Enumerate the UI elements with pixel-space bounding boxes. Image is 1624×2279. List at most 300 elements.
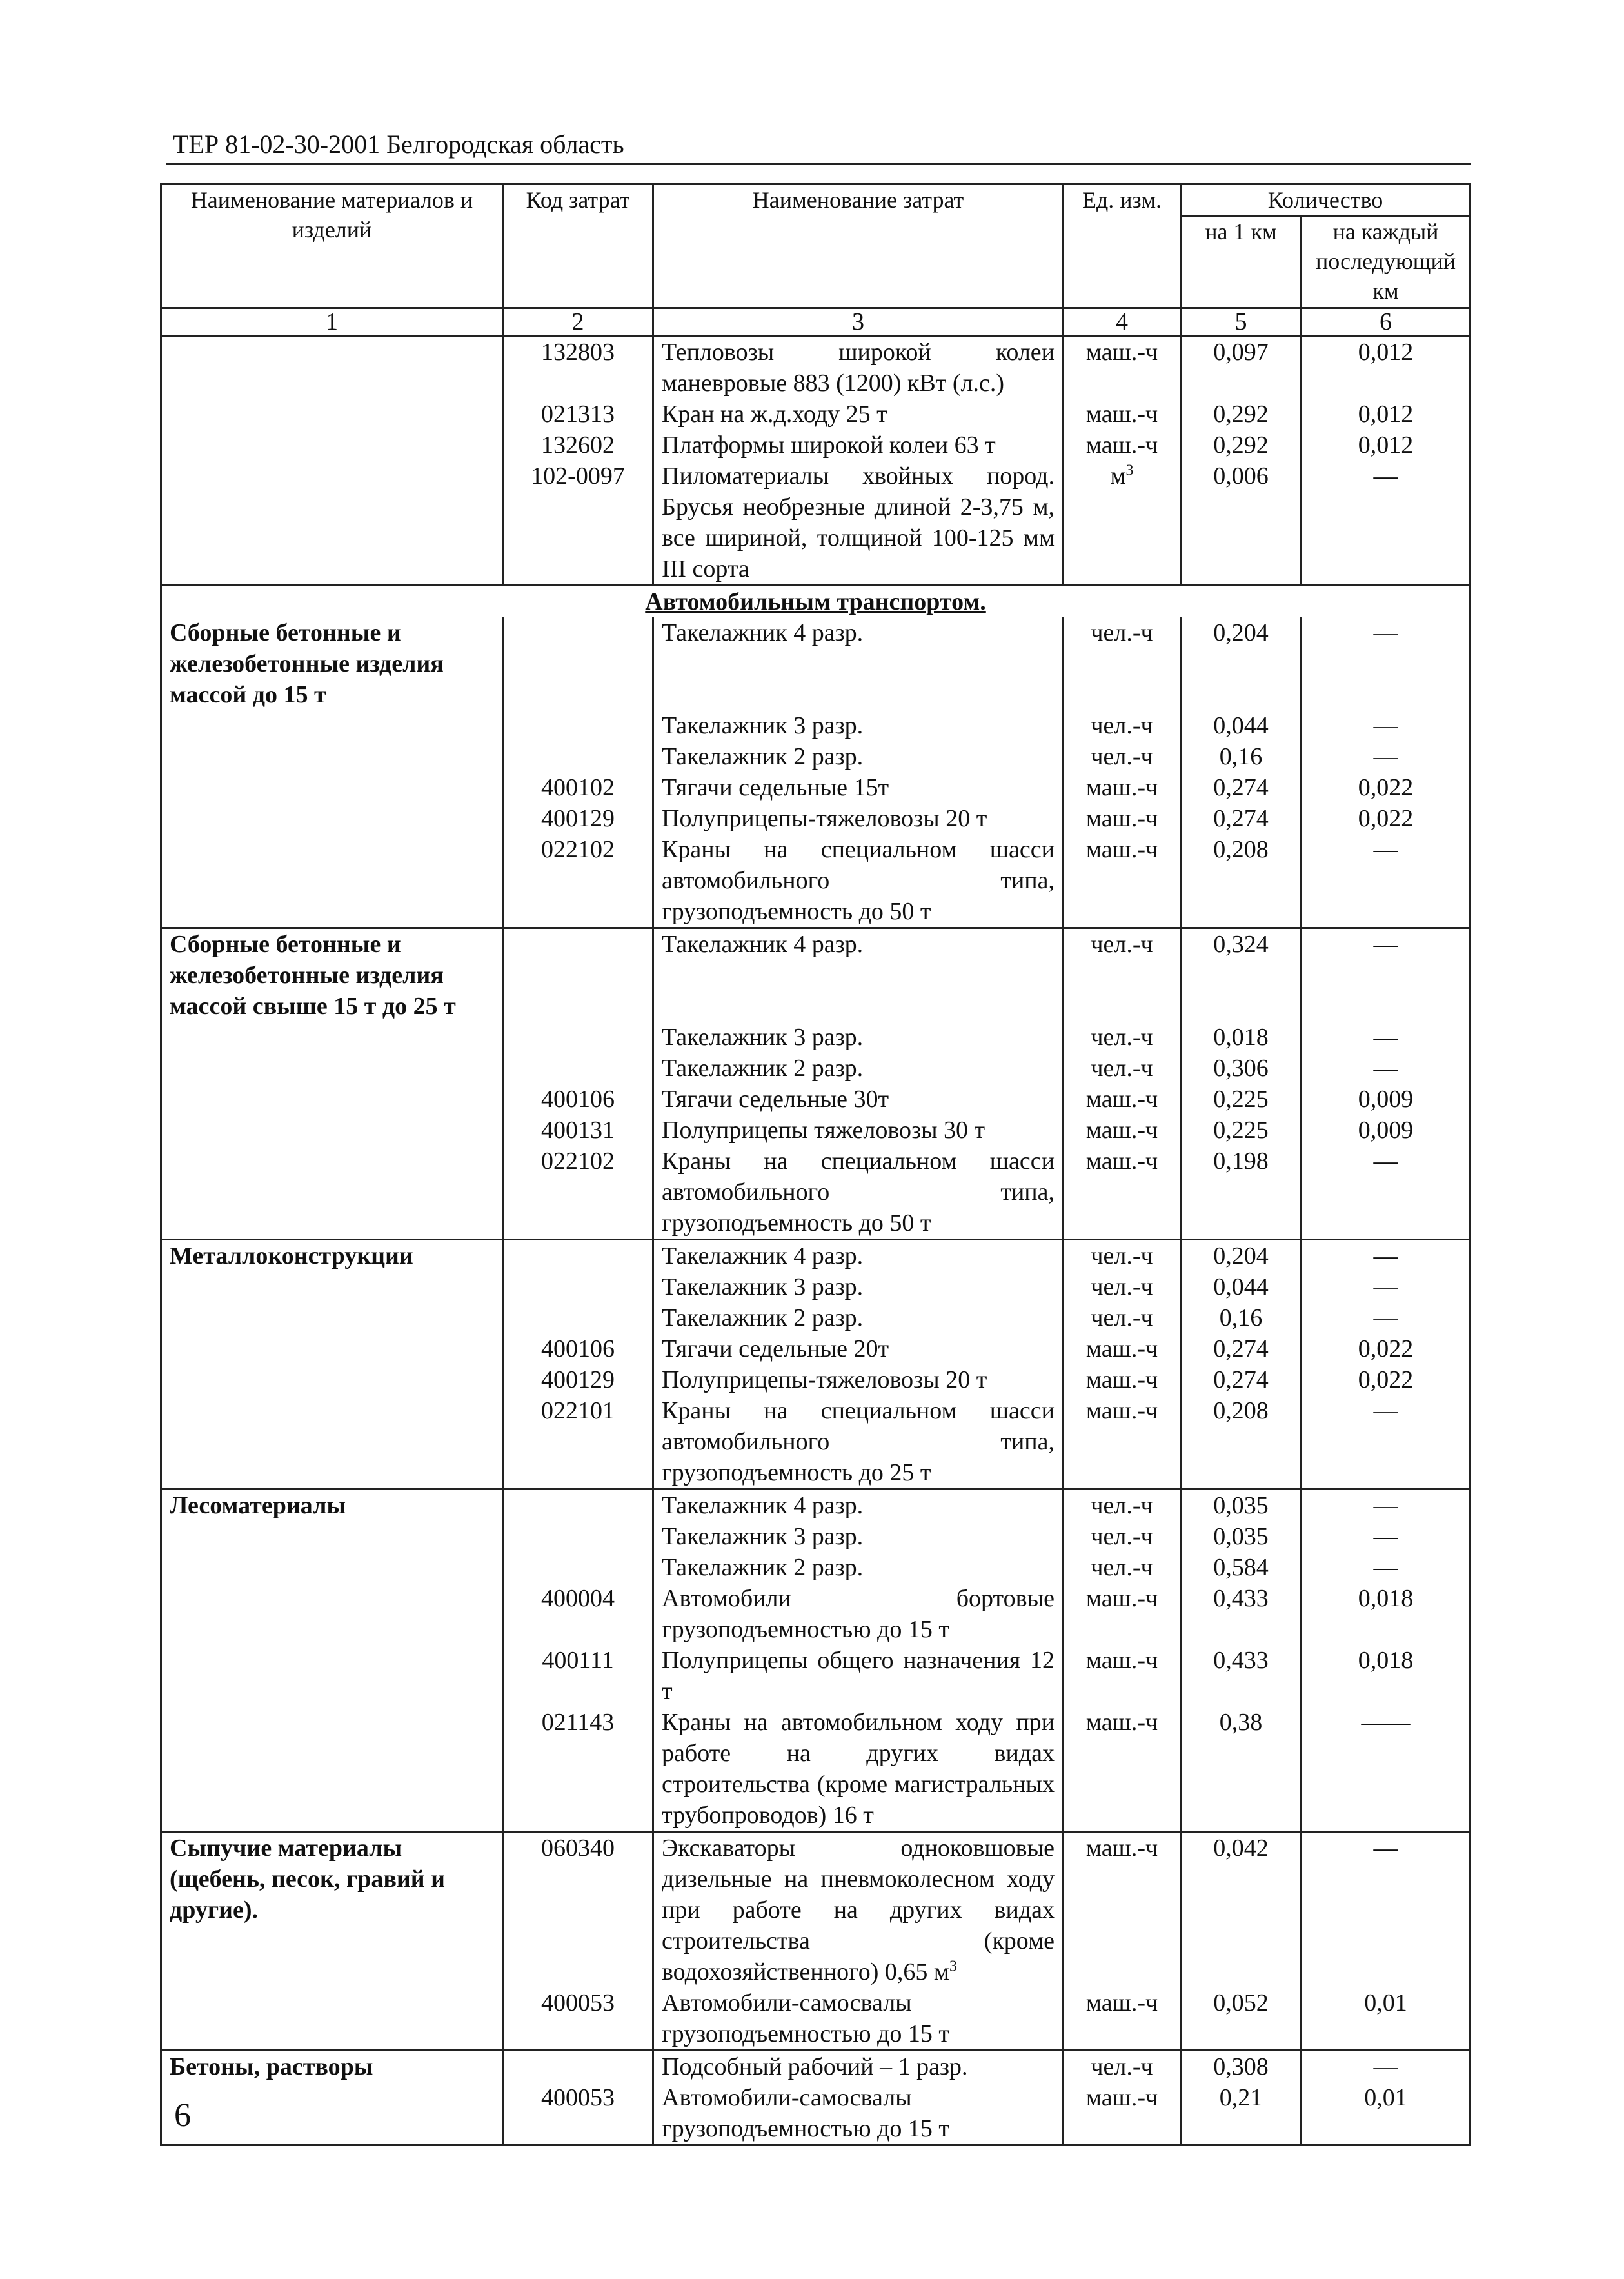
material-cell <box>161 1552 503 1583</box>
qty-next-km-cell <box>1302 2051 1471 2083</box>
cost-name-cell <box>653 1395 1064 1489</box>
unit-text: маш.-ч <box>1085 1989 1158 2016</box>
qty-next-km-text: 0,009 <box>1358 1086 1414 1113</box>
qty-next-km-text: 0,01 <box>1364 1989 1407 2016</box>
cost-name-text: Тягачи седельные 15т <box>662 774 889 801</box>
material-cell <box>161 1022 503 1053</box>
material-cell <box>161 1115 503 1146</box>
qty-next-km-text: — <box>1373 1242 1398 1269</box>
qty-next-km-cell <box>1302 1115 1471 1146</box>
unit-cell <box>1064 2051 1181 2083</box>
qty-per-km-cell <box>1181 1489 1302 1522</box>
material-cell <box>161 1583 503 1645</box>
unit-cell <box>1064 1053 1181 1084</box>
table-row <box>161 1583 1471 1645</box>
qty-per-km-text: 0,044 <box>1213 1273 1269 1300</box>
code-cell <box>503 1146 653 1240</box>
cost-name-text: Такелажник 3 разр. <box>662 1024 864 1051</box>
qty-next-km-cell <box>1302 1146 1471 1240</box>
qty-next-km-cell <box>1302 430 1471 461</box>
unit-cell <box>1064 1084 1181 1115</box>
table-row <box>161 1832 1471 1988</box>
unit-cell <box>1064 1583 1181 1645</box>
qty-next-km-text: — <box>1373 1835 1398 1862</box>
cost-name-text: Полуприцепы общего назначения 12 т <box>662 1647 1055 1705</box>
qty-next-km-text: — <box>1373 1492 1398 1519</box>
material-cell <box>161 1084 503 1115</box>
unit-text: маш.-ч <box>1085 774 1158 801</box>
cost-name-cell <box>653 336 1064 399</box>
cost-name-text: Такелажник 2 разр. <box>662 743 864 770</box>
table-row <box>161 1084 1471 1115</box>
table-row <box>161 1053 1471 1084</box>
col-header-code: Код затрат <box>503 184 653 308</box>
qty-next-km-text: — <box>1373 619 1398 646</box>
unit-text: чел.-ч <box>1091 1523 1153 1550</box>
qty-per-km-text: 0,035 <box>1213 1492 1269 1519</box>
table-row <box>161 1022 1471 1053</box>
qty-next-km-cell <box>1302 1271 1471 1302</box>
code-cell <box>503 1521 653 1552</box>
cost-name-cell <box>653 1364 1064 1395</box>
cost-name-text: Экскаваторы одноковшовые дизельные на пневмоколесном ходу при работе на других видах строительства (кроме водохозяйственного) 0,65 м <box>662 1835 1055 1985</box>
qty-per-km-cell <box>1181 710 1302 741</box>
cost-name-cell <box>653 1084 1064 1115</box>
unit-text: маш.-ч <box>1085 1709 1158 1736</box>
cost-name-text: Платформы широкой колеи 63 т <box>662 432 996 459</box>
qty-per-km-cell <box>1181 2051 1302 2083</box>
code-cell <box>503 1832 653 1988</box>
unit-text: маш.-ч <box>1085 836 1158 863</box>
cost-name-cell <box>653 1987 1064 2051</box>
table-row <box>161 1707 1471 1832</box>
code-text: 400053 <box>541 2084 615 2111</box>
qty-per-km-cell <box>1181 1395 1302 1489</box>
cost-name-cell <box>653 1552 1064 1583</box>
qty-next-km-text: 0,022 <box>1358 1335 1414 1362</box>
qty-per-km-cell <box>1181 1552 1302 1583</box>
col-header-unit: Ед. изм. <box>1064 184 1181 308</box>
qty-per-km-cell <box>1181 1645 1302 1707</box>
qty-per-km-text: 0,208 <box>1213 1397 1269 1424</box>
unit-text: чел.-ч <box>1091 1273 1153 1300</box>
cost-name-text: Тягачи седельные 30т <box>662 1086 889 1113</box>
table-row <box>161 1146 1471 1240</box>
cost-name-cell <box>653 803 1064 834</box>
material-cell <box>161 1987 503 2051</box>
code-cell <box>503 1271 653 1302</box>
material-cell <box>161 1832 503 1988</box>
material-cell <box>161 1707 503 1832</box>
qty-next-km-text: — <box>1373 1304 1398 1331</box>
qty-per-km-text: 0,324 <box>1213 931 1269 958</box>
code-cell <box>503 928 653 1022</box>
qty-per-km-text: 0,274 <box>1213 1335 1269 1362</box>
code-text: 022102 <box>541 1148 615 1175</box>
unit-cell <box>1064 1240 1181 1272</box>
cost-name-text: Полуприцепы-тяжеловозы 20 т <box>662 805 987 832</box>
qty-next-km-cell <box>1302 710 1471 741</box>
cost-name-cell <box>653 617 1064 710</box>
unit-text: чел.-ч <box>1091 1554 1153 1581</box>
qty-next-km-text: 0,022 <box>1358 805 1414 832</box>
code-text: 400102 <box>541 774 615 801</box>
qty-per-km-cell <box>1181 1333 1302 1364</box>
qty-per-km-cell <box>1181 1146 1302 1240</box>
code-text: 400106 <box>541 1335 615 1362</box>
code-cell <box>503 1552 653 1583</box>
code-cell <box>503 1489 653 1522</box>
cost-name-cell <box>653 399 1064 430</box>
qty-next-km-cell <box>1302 834 1471 928</box>
material-cell <box>161 1521 503 1552</box>
unit-cell <box>1064 2082 1181 2145</box>
qty-next-km-text: 0,018 <box>1358 1585 1414 1612</box>
unit-text: маш.-ч <box>1085 1335 1158 1362</box>
qty-per-km-text: 0,16 <box>1219 743 1263 770</box>
material-cell <box>161 834 503 928</box>
material-cell <box>161 336 503 399</box>
qty-next-km-text: — <box>1373 1055 1398 1082</box>
qty-next-km-cell <box>1302 1333 1471 1364</box>
code-text: 132602 <box>541 432 615 459</box>
qty-per-km-cell <box>1181 1364 1302 1395</box>
unit-cell <box>1064 1146 1181 1240</box>
column-number: 3 <box>653 308 1064 336</box>
qty-next-km-text: — <box>1373 1148 1398 1175</box>
qty-per-km-text: 0,018 <box>1213 1024 1269 1051</box>
cost-name-cell <box>653 1583 1064 1645</box>
table-row <box>161 1489 1471 1522</box>
material-cell <box>161 1302 503 1333</box>
column-number: 1 <box>161 308 503 336</box>
material-cell <box>161 1489 503 1522</box>
qty-next-km-cell <box>1302 1364 1471 1395</box>
qty-next-km-text: — <box>1373 712 1398 739</box>
material-cell <box>161 1364 503 1395</box>
code-text: 400129 <box>541 1366 615 1393</box>
unit-text: маш.-ч <box>1085 1647 1158 1674</box>
cost-name-text: Краны на специальном шасси автомобильного типа, грузоподъемность до 25 т <box>662 1397 1055 1486</box>
code-cell <box>503 803 653 834</box>
unit-cell <box>1064 772 1181 803</box>
material-cell <box>161 1240 503 1272</box>
qty-per-km-cell <box>1181 1271 1302 1302</box>
qty-per-km-text: 0,21 <box>1219 2084 1263 2111</box>
unit-cell <box>1064 1521 1181 1552</box>
cost-name-text: Тепловозы широкой колеи маневровые 883 (1200) кВт (л.с.) <box>662 339 1055 397</box>
material-cell <box>161 461 503 586</box>
unit-cell <box>1064 928 1181 1022</box>
qty-per-km-cell <box>1181 1707 1302 1832</box>
qty-next-km-cell <box>1302 1022 1471 1053</box>
qty-per-km-cell <box>1181 772 1302 803</box>
material-text: Сборные бетонные и железобетонные изделия массой свыше 15 т до 25 т <box>170 931 456 1020</box>
qty-next-km-text: — <box>1373 1554 1398 1581</box>
superscript: 3 <box>1125 462 1134 479</box>
cost-name-cell <box>653 1302 1064 1333</box>
qty-next-km-text: 0,018 <box>1358 1647 1414 1674</box>
cost-name-text: Автомобили-самосвалы грузоподъемностью до 15 т <box>662 1989 949 2047</box>
qty-per-km-text: 0,306 <box>1213 1055 1269 1082</box>
qty-next-km-text: 0,01 <box>1364 2084 1407 2111</box>
qty-per-km-text: 0,052 <box>1213 1989 1269 2016</box>
material-cell <box>161 617 503 710</box>
material-text: Металлоконструкции <box>170 1242 413 1269</box>
qty-per-km-text: 0,044 <box>1213 712 1269 739</box>
qty-per-km-text: 0,225 <box>1213 1086 1269 1113</box>
code-cell <box>503 1302 653 1333</box>
qty-next-km-text: — <box>1373 836 1398 863</box>
unit-cell <box>1064 741 1181 772</box>
qty-next-km-cell <box>1302 1395 1471 1489</box>
table-row <box>161 399 1471 430</box>
qty-per-km-cell <box>1181 2082 1302 2145</box>
table-row <box>161 1521 1471 1552</box>
qty-per-km-cell <box>1181 461 1302 586</box>
cost-name-cell <box>653 2051 1064 2083</box>
unit-text: маш.-ч <box>1085 1366 1158 1393</box>
unit-cell <box>1064 336 1181 399</box>
qty-per-km-cell <box>1181 1240 1302 1272</box>
unit-cell <box>1064 1271 1181 1302</box>
qty-per-km-cell <box>1181 803 1302 834</box>
qty-per-km-cell <box>1181 1521 1302 1552</box>
code-text: 021313 <box>541 401 615 428</box>
unit-cell <box>1064 1302 1181 1333</box>
table-row <box>161 834 1471 928</box>
page-number: 6 <box>174 2097 191 2134</box>
qty-next-km-cell <box>1302 772 1471 803</box>
code-cell <box>503 1364 653 1395</box>
table-row <box>161 772 1471 803</box>
qty-per-km-text: 0,292 <box>1213 401 1269 428</box>
code-text: 021143 <box>541 1709 615 1736</box>
table-row <box>161 1395 1471 1489</box>
material-cell <box>161 1645 503 1707</box>
cost-name-cell <box>653 928 1064 1022</box>
material-cell <box>161 399 503 430</box>
unit-cell <box>1064 710 1181 741</box>
cost-name-text: Пиломатериалы хвойных пород. Брусья необрезные длиной 2-3,75 м, все шириной, толщиной 100-125 мм III сорта <box>662 463 1055 582</box>
cost-name-cell <box>653 1240 1064 1272</box>
cost-name-cell <box>653 741 1064 772</box>
qty-next-km-cell <box>1302 1987 1471 2051</box>
unit-text: маш.-ч <box>1085 805 1158 832</box>
cost-name-cell <box>653 2082 1064 2145</box>
qty-per-km-cell <box>1181 1832 1302 1988</box>
code-cell <box>503 1645 653 1707</box>
col-header-quantity: Количество <box>1181 184 1471 216</box>
qty-per-km-text: 0,308 <box>1213 2053 1269 2080</box>
material-cell <box>161 803 503 834</box>
cost-name-cell <box>653 710 1064 741</box>
col-header-name: Наименование затрат <box>653 184 1064 308</box>
section-row <box>161 586 1471 618</box>
cost-name-text: Такелажник 2 разр. <box>662 1554 864 1581</box>
code-cell <box>503 1053 653 1084</box>
unit-cell <box>1064 399 1181 430</box>
unit-text: маш.-ч <box>1085 1835 1158 1862</box>
unit-text: м <box>1110 463 1126 490</box>
qty-next-km-cell <box>1302 741 1471 772</box>
code-cell <box>503 1022 653 1053</box>
code-cell <box>503 772 653 803</box>
qty-per-km-cell <box>1181 617 1302 710</box>
code-text: 102-0097 <box>531 463 625 490</box>
col-header-each-next-km: на каждый последующий км <box>1302 216 1471 308</box>
table-row <box>161 1271 1471 1302</box>
header-rule <box>166 163 1471 165</box>
unit-text: чел.-ч <box>1091 1304 1153 1331</box>
material-cell <box>161 710 503 741</box>
table-row <box>161 928 1471 1022</box>
cost-name-cell <box>653 1489 1064 1522</box>
qty-next-km-text: — <box>1373 1397 1398 1424</box>
unit-text: чел.-ч <box>1091 619 1153 646</box>
cost-name-cell <box>653 1333 1064 1364</box>
table-row <box>161 1115 1471 1146</box>
qty-next-km-text: — <box>1373 1024 1398 1051</box>
qty-next-km-text: — <box>1373 1523 1398 1550</box>
cost-name-text: Краны на автомобильном ходу при работе на других видах строительства (кроме магистральных трубопроводов) 16 т <box>662 1709 1055 1829</box>
qty-next-km-text: 0,012 <box>1358 401 1414 428</box>
cost-name-text: Такелажник 4 разр. <box>662 1242 864 1269</box>
material-text: Сыпучие материалы (щебень, песок, гравий и другие). <box>170 1835 446 1924</box>
material-cell <box>161 772 503 803</box>
qty-next-km-cell <box>1302 1084 1471 1115</box>
table-row <box>161 803 1471 834</box>
cost-name-text: Такелажник 2 разр. <box>662 1055 864 1082</box>
table-row <box>161 2082 1471 2145</box>
code-cell <box>503 430 653 461</box>
qty-per-km-text: 0,225 <box>1213 1117 1269 1144</box>
code-text: 400004 <box>541 1585 615 1612</box>
column-number: 4 <box>1064 308 1181 336</box>
unit-text: маш.-ч <box>1085 1086 1158 1113</box>
qty-per-km-cell <box>1181 1583 1302 1645</box>
table-row <box>161 1333 1471 1364</box>
qty-per-km-text: 0,433 <box>1213 1647 1269 1674</box>
cost-name-cell <box>653 1115 1064 1146</box>
cost-name-text: Полуприцепы-тяжеловозы 20 т <box>662 1366 987 1393</box>
qty-next-km-cell <box>1302 1552 1471 1583</box>
qty-next-km-cell <box>1302 399 1471 430</box>
qty-next-km-cell <box>1302 1302 1471 1333</box>
unit-cell <box>1064 1645 1181 1707</box>
unit-cell <box>1064 1364 1181 1395</box>
qty-per-km-text: 0,38 <box>1219 1709 1263 1736</box>
qty-per-km-text: 0,584 <box>1213 1554 1269 1581</box>
code-text: 022102 <box>541 836 615 863</box>
code-cell <box>503 399 653 430</box>
material-cell <box>161 2051 503 2083</box>
qty-next-km-cell <box>1302 1707 1471 1832</box>
qty-per-km-text: 0,16 <box>1219 1304 1263 1331</box>
code-cell <box>503 617 653 710</box>
column-number-row <box>161 308 1471 336</box>
cost-name-cell <box>653 1053 1064 1084</box>
cost-name-text: Автомобили-самосвалы грузоподъемностью до 15 т <box>662 2084 949 2142</box>
col-header-material: Наименование материалов и изделий <box>161 184 503 308</box>
unit-cell <box>1064 834 1181 928</box>
material-cell <box>161 1333 503 1364</box>
qty-per-km-text: 0,035 <box>1213 1523 1269 1550</box>
qty-per-km-cell <box>1181 336 1302 399</box>
table-row <box>161 741 1471 772</box>
code-text: 400131 <box>541 1117 615 1144</box>
cost-name-text: Такелажник 4 разр. <box>662 1492 864 1519</box>
cost-name-text: Такелажник 2 разр. <box>662 1304 864 1331</box>
table-body <box>161 336 1471 2145</box>
qty-per-km-text: 0,097 <box>1213 339 1269 366</box>
code-cell <box>503 1333 653 1364</box>
cost-name-text: Тягачи седельные 20т <box>662 1335 889 1362</box>
code-cell <box>503 1115 653 1146</box>
table-row <box>161 336 1471 399</box>
unit-cell <box>1064 430 1181 461</box>
code-text: 400053 <box>541 1989 615 2016</box>
code-cell <box>503 1240 653 1272</box>
cost-name-text: Такелажник 4 разр. <box>662 931 864 958</box>
qty-next-km-cell <box>1302 1489 1471 1522</box>
cost-name-text: Такелажник 3 разр. <box>662 712 864 739</box>
qty-next-km-cell <box>1302 1645 1471 1707</box>
column-number: 6 <box>1302 308 1471 336</box>
qty-per-km-cell <box>1181 1022 1302 1053</box>
code-cell <box>503 1707 653 1832</box>
unit-cell <box>1064 1987 1181 2051</box>
qty-next-km-text: 0,012 <box>1358 339 1414 366</box>
qty-next-km-text: 0,012 <box>1358 432 1414 459</box>
table-row <box>161 1240 1471 1272</box>
qty-next-km-cell <box>1302 461 1471 586</box>
cost-name-text: Краны на специальном шасси автомобильного типа, грузоподъемность до 50 т <box>662 1148 1055 1237</box>
column-number: 5 <box>1181 308 1302 336</box>
qty-per-km-cell <box>1181 834 1302 928</box>
code-cell <box>503 1084 653 1115</box>
qty-per-km-cell <box>1181 928 1302 1022</box>
code-cell <box>503 336 653 399</box>
unit-text: маш.-ч <box>1085 401 1158 428</box>
unit-cell <box>1064 1707 1181 1832</box>
qty-per-km-text: 0,208 <box>1213 836 1269 863</box>
qty-per-km-text: 0,292 <box>1213 432 1269 459</box>
qty-per-km-text: 0,274 <box>1213 774 1269 801</box>
material-cell <box>161 1271 503 1302</box>
material-cell <box>161 741 503 772</box>
unit-cell <box>1064 1832 1181 1988</box>
qty-per-km-text: 0,006 <box>1213 463 1269 490</box>
qty-per-km-text: 0,204 <box>1213 619 1269 646</box>
cost-name-cell <box>653 461 1064 586</box>
cost-name-cell <box>653 1645 1064 1707</box>
cost-table <box>160 183 1471 2146</box>
material-text: Бетоны, растворы <box>170 2053 373 2080</box>
table-row <box>161 1645 1471 1707</box>
qty-next-km-text: 0,022 <box>1358 1366 1414 1393</box>
qty-per-km-text: 0,042 <box>1213 1835 1269 1862</box>
code-cell <box>503 1395 653 1489</box>
material-cell <box>161 1053 503 1084</box>
cost-name-cell <box>653 1832 1064 1988</box>
unit-text: чел.-ч <box>1091 1242 1153 1269</box>
code-cell <box>503 1987 653 2051</box>
unit-cell <box>1064 1022 1181 1053</box>
column-number: 2 <box>503 308 653 336</box>
material-cell <box>161 928 503 1022</box>
material-cell <box>161 430 503 461</box>
